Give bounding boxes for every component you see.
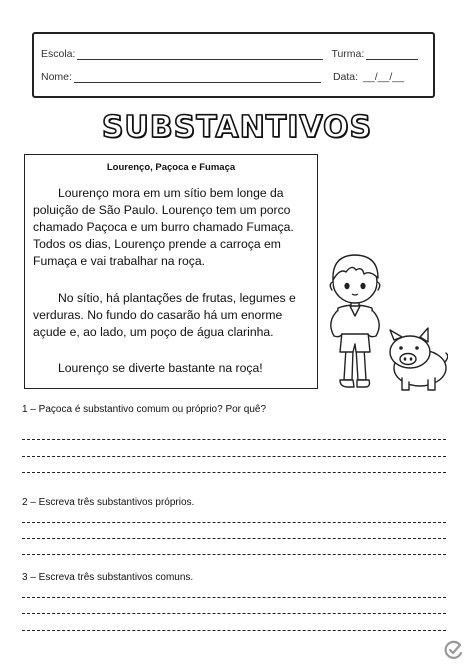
school-field[interactable]	[77, 49, 323, 60]
answer-line[interactable]	[22, 456, 446, 457]
answer-line[interactable]	[22, 630, 446, 631]
question-1: 1 – Paçoca é substantivo comum ou próprio? Por quê?	[22, 404, 267, 415]
story-paragraph: Lourenço se diverte bastante na roça!	[58, 361, 263, 375]
answer-line[interactable]	[22, 522, 446, 523]
story-box	[24, 154, 318, 389]
page-title: SUBSTANTIVOS	[101, 110, 373, 145]
student-info-box	[32, 32, 435, 98]
name-field[interactable]	[74, 72, 321, 83]
boy-icon	[330, 255, 380, 387]
answer-line[interactable]	[22, 538, 446, 539]
date-field[interactable]: __/__/__	[363, 71, 404, 83]
answer-line[interactable]	[22, 554, 446, 555]
story-title: Lourenço, Paçoca e Fumaça	[106, 162, 236, 173]
answer-line[interactable]	[22, 472, 446, 473]
name-label: Nome:	[41, 71, 72, 83]
checkmark-logo-icon	[444, 640, 464, 660]
story-paragraph: No sítio, há plantações de frutas, legumes e verduras. No fundo do casarão há um enorme açude e, ao lado, um poço de água clarinha.	[33, 291, 296, 339]
answer-line[interactable]	[22, 597, 446, 598]
question-3: 3 – Escreva três substantivos comuns.	[22, 572, 194, 583]
question-2: 2 – Escreva três substantivos próprios.	[22, 497, 195, 508]
school-label: Escola:	[41, 48, 76, 60]
boy-and-pig-illustration	[318, 240, 448, 395]
answer-line[interactable]	[22, 439, 446, 440]
class-field[interactable]	[366, 49, 418, 60]
pig-icon	[390, 328, 448, 390]
date-label: Data:	[332, 71, 359, 83]
story-paragraph: Lourenço mora em um sítio bem longe da poluição de São Paulo. Lourenço tem um porco chamado Paçoca e um burro chamado Fumaça. Todos os dias, Lourenço prende a carroça em Fumaça e vai trabalhar na roça.	[33, 186, 294, 268]
answer-line[interactable]	[22, 613, 446, 614]
class-label: Turma:	[331, 48, 365, 60]
school-row	[41, 48, 425, 60]
name-row	[41, 71, 425, 83]
